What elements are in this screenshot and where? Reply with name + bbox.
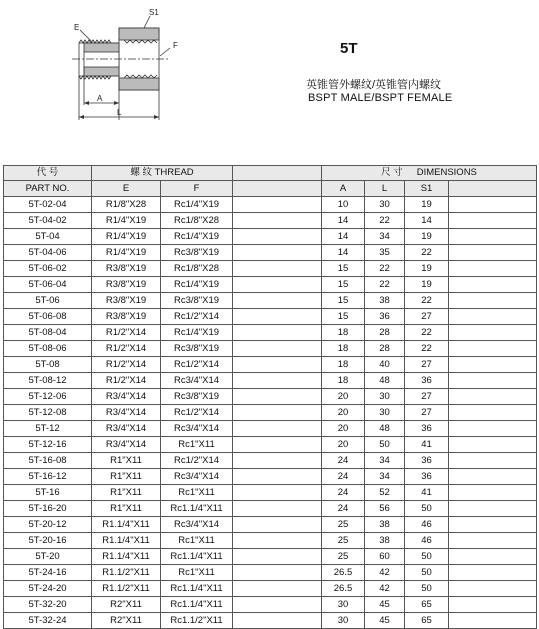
cell-E: R2"X11 — [92, 597, 161, 613]
cell-E: R1"X11 — [92, 501, 161, 517]
cell-F: Rc1.1/4"X11 — [161, 597, 233, 613]
cell-A: 24 — [322, 485, 365, 501]
label-F: F — [173, 41, 178, 50]
empty-cell — [233, 533, 322, 549]
cell-L: 35 — [365, 245, 405, 261]
empty-cell — [449, 325, 537, 341]
table-row — [4, 453, 537, 469]
table-row — [4, 597, 537, 613]
cell-F: Rc1/2"X14 — [161, 309, 233, 325]
cell-S1: 50 — [405, 501, 449, 517]
cell-A: 14 — [322, 229, 365, 245]
cell-part-no: 5T-12-08 — [4, 405, 92, 421]
cell-F: Rc3/8"X19 — [161, 341, 233, 357]
empty-cell — [449, 501, 537, 517]
cell-L: 42 — [365, 581, 405, 597]
cell-A: 18 — [322, 325, 365, 341]
cell-F: Rc1/2"X14 — [161, 405, 233, 421]
header-dimensions — [322, 166, 537, 181]
label-S1: S1 — [149, 8, 159, 17]
cell-E: R3/8"X19 — [92, 277, 161, 293]
empty-cell — [233, 325, 322, 341]
empty-cell — [449, 309, 537, 325]
cell-A: 14 — [322, 245, 365, 261]
table-row — [4, 485, 537, 501]
cell-F: Rc1/2"X14 — [161, 357, 233, 373]
cell-E: R1/2"X14 — [92, 341, 161, 357]
table-row — [4, 517, 537, 533]
table-row — [4, 437, 537, 453]
cell-L: 60 — [365, 549, 405, 565]
header-A: A — [322, 181, 365, 197]
empty-cell — [449, 197, 537, 213]
cell-F: Rc3/4"X14 — [161, 517, 233, 533]
cell-F: Rc3/4"X14 — [161, 469, 233, 485]
table-row — [4, 341, 537, 357]
cell-L: 34 — [365, 469, 405, 485]
cell-part-no: 5T-06-02 — [4, 261, 92, 277]
cell-S1: 19 — [405, 261, 449, 277]
empty-cell — [233, 357, 322, 373]
table-row — [4, 245, 537, 261]
empty-cell — [449, 485, 537, 501]
cell-part-no: 5T-16-12 — [4, 469, 92, 485]
cell-E: R1.1/4"X11 — [92, 549, 161, 565]
header-row-2 — [4, 181, 537, 197]
table-row — [4, 229, 537, 245]
cell-F: Rc1/4"X19 — [161, 277, 233, 293]
table-row — [4, 581, 537, 597]
empty-cell — [233, 245, 322, 261]
table-row — [4, 261, 537, 277]
table-row — [4, 421, 537, 437]
cell-part-no: 5T-32-24 — [4, 613, 92, 629]
empty-cell — [449, 373, 537, 389]
label-L: L — [117, 108, 122, 117]
cell-L: 22 — [365, 261, 405, 277]
cell-L: 45 — [365, 613, 405, 629]
cell-L: 56 — [365, 501, 405, 517]
cell-L: 30 — [365, 389, 405, 405]
cell-A: 30 — [322, 613, 365, 629]
cell-L: 52 — [365, 485, 405, 501]
cell-E: R1/4"X19 — [92, 245, 161, 261]
empty-cell — [233, 389, 322, 405]
cell-S1: 27 — [405, 389, 449, 405]
header-blank — [233, 166, 322, 181]
cell-S1: 46 — [405, 517, 449, 533]
cell-E: R1.1/2"X11 — [92, 565, 161, 581]
cell-A: 20 — [322, 421, 365, 437]
cell-F: Rc1.1/4"X11 — [161, 549, 233, 565]
cell-part-no: 5T-16 — [4, 485, 92, 501]
cell-S1: 14 — [405, 213, 449, 229]
empty-cell — [233, 453, 322, 469]
cell-L: 38 — [365, 517, 405, 533]
cell-S1: 27 — [405, 405, 449, 421]
cell-A: 24 — [322, 453, 365, 469]
cell-S1: 19 — [405, 197, 449, 213]
table-row — [4, 565, 537, 581]
cell-part-no: 5T-08 — [4, 357, 92, 373]
header-blank-3 — [449, 181, 537, 197]
product-title-cn: 英锥管外螺纹/英锥管内螺纹 — [306, 79, 442, 91]
cell-E: R1.1/2"X11 — [92, 581, 161, 597]
product-code: 5T — [340, 40, 358, 57]
cell-part-no: 5T-04-06 — [4, 245, 92, 261]
cell-E: R3/8"X19 — [92, 293, 161, 309]
cell-E: R3/4"X14 — [92, 437, 161, 453]
cell-F: Rc1/4"X19 — [161, 197, 233, 213]
cell-S1: 36 — [405, 469, 449, 485]
cell-A: 24 — [322, 501, 365, 517]
cell-S1: 65 — [405, 613, 449, 629]
cell-part-no: 5T-06 — [4, 293, 92, 309]
empty-cell — [233, 293, 322, 309]
empty-cell — [233, 517, 322, 533]
cell-S1: 46 — [405, 533, 449, 549]
empty-cell — [449, 261, 537, 277]
cell-F: Rc3/8"X19 — [161, 293, 233, 309]
cell-part-no: 5T-16-20 — [4, 501, 92, 517]
cell-A: 30 — [322, 597, 365, 613]
table-row — [4, 277, 537, 293]
cell-F: Rc3/4"X14 — [161, 421, 233, 437]
cell-L: 38 — [365, 533, 405, 549]
cell-S1: 27 — [405, 357, 449, 373]
cell-S1: 36 — [405, 373, 449, 389]
cell-A: 20 — [322, 405, 365, 421]
empty-cell — [233, 501, 322, 517]
empty-cell — [233, 421, 322, 437]
cell-A: 18 — [322, 373, 365, 389]
empty-cell — [449, 453, 537, 469]
cell-S1: 41 — [405, 437, 449, 453]
table-row — [4, 197, 537, 213]
cell-F: Rc1/4"X19 — [161, 229, 233, 245]
header-dim-cn: 尺 寸 — [381, 167, 403, 178]
header-blank-2 — [233, 181, 322, 197]
cell-E: R1"X11 — [92, 453, 161, 469]
empty-cell — [449, 581, 537, 597]
cell-A: 10 — [322, 197, 365, 213]
fitting-drawing — [0, 0, 539, 160]
cell-L: 42 — [365, 565, 405, 581]
cell-L: 48 — [365, 421, 405, 437]
table-row — [4, 533, 537, 549]
table-row — [4, 213, 537, 229]
cell-A: 25 — [322, 517, 365, 533]
label-A: A — [97, 94, 103, 103]
cell-F: Rc1.1/2"X11 — [161, 613, 233, 629]
cell-S1: 36 — [405, 453, 449, 469]
empty-cell — [449, 549, 537, 565]
cell-L: 38 — [365, 293, 405, 309]
empty-cell — [449, 245, 537, 261]
cell-S1: 22 — [405, 293, 449, 309]
cell-L: 28 — [365, 341, 405, 357]
table-row — [4, 373, 537, 389]
table-row — [4, 405, 537, 421]
table-row — [4, 325, 537, 341]
table-row — [4, 549, 537, 565]
cell-A: 26.5 — [322, 581, 365, 597]
empty-cell — [233, 373, 322, 389]
spec-table — [3, 165, 537, 629]
cell-E: R1.1/4"X11 — [92, 533, 161, 549]
header-part-no: PART NO. — [4, 181, 92, 197]
empty-cell — [233, 613, 322, 629]
header-thread — [92, 166, 233, 181]
empty-cell — [449, 229, 537, 245]
cell-L: 22 — [365, 213, 405, 229]
cell-E: R2"X11 — [92, 613, 161, 629]
cell-E: R1/2"X14 — [92, 373, 161, 389]
cell-F: Rc1/8"X28 — [161, 261, 233, 277]
cell-part-no: 5T-24-16 — [4, 565, 92, 581]
cell-A: 26.5 — [322, 565, 365, 581]
label-E: E — [74, 23, 80, 32]
cell-L: 50 — [365, 437, 405, 453]
cell-F: Rc1/8"X28 — [161, 213, 233, 229]
cell-F: Rc1"X11 — [161, 437, 233, 453]
cell-E: R1/4"X19 — [92, 213, 161, 229]
cell-E: R3/8"X19 — [92, 261, 161, 277]
cell-part-no: 5T-12-16 — [4, 437, 92, 453]
empty-cell — [233, 213, 322, 229]
cell-L: 30 — [365, 197, 405, 213]
empty-cell — [233, 405, 322, 421]
empty-cell — [233, 565, 322, 581]
header-thread-en: THREAD — [154, 167, 194, 178]
cell-A: 14 — [322, 213, 365, 229]
cell-E: R3/4"X14 — [92, 389, 161, 405]
cell-part-no: 5T-20-12 — [4, 517, 92, 533]
header-thread-cn: 螺 纹 — [130, 167, 152, 178]
table-row — [4, 501, 537, 517]
table-row — [4, 293, 537, 309]
cell-S1: 27 — [405, 309, 449, 325]
cell-L: 22 — [365, 277, 405, 293]
header-code-cn: 代 号 — [4, 166, 92, 181]
table-row — [4, 613, 537, 629]
cell-F: Rc3/4"X14 — [161, 373, 233, 389]
cell-F: Rc1"X11 — [161, 533, 233, 549]
product-title-en: BSPT MALE/BSPT FEMALE — [308, 92, 453, 104]
cell-A: 18 — [322, 357, 365, 373]
cell-F: Rc1/2"X14 — [161, 453, 233, 469]
cell-S1: 19 — [405, 229, 449, 245]
cell-A: 15 — [322, 277, 365, 293]
cell-A: 25 — [322, 533, 365, 549]
cell-E: R3/4"X14 — [92, 405, 161, 421]
cell-F: Rc1"X11 — [161, 485, 233, 501]
empty-cell — [233, 261, 322, 277]
cell-L: 34 — [365, 229, 405, 245]
header-L: L — [365, 181, 405, 197]
cell-E: R1"X11 — [92, 485, 161, 501]
cell-E: R1.1/4"X11 — [92, 517, 161, 533]
cell-S1: 50 — [405, 581, 449, 597]
empty-cell — [233, 597, 322, 613]
cell-part-no: 5T-02-04 — [4, 197, 92, 213]
cell-A: 15 — [322, 293, 365, 309]
cell-A: 18 — [322, 341, 365, 357]
header-dim-en: DIMENSIONS — [416, 167, 477, 178]
cell-L: 45 — [365, 597, 405, 613]
cell-L: 30 — [365, 405, 405, 421]
empty-cell — [233, 229, 322, 245]
cell-L: 36 — [365, 309, 405, 325]
cell-E: R1/4"X19 — [92, 229, 161, 245]
cell-A: 20 — [322, 389, 365, 405]
cell-part-no: 5T-08-04 — [4, 325, 92, 341]
cell-E: R1"X11 — [92, 469, 161, 485]
empty-cell — [449, 277, 537, 293]
cell-S1: 19 — [405, 277, 449, 293]
cell-S1: 65 — [405, 597, 449, 613]
cell-A: 24 — [322, 469, 365, 485]
cell-L: 34 — [365, 453, 405, 469]
empty-cell — [449, 437, 537, 453]
cell-S1: 22 — [405, 325, 449, 341]
cell-E: R1/2"X14 — [92, 357, 161, 373]
cell-S1: 50 — [405, 549, 449, 565]
header-F: F — [161, 181, 233, 197]
cell-E: R3/8"X19 — [92, 309, 161, 325]
empty-cell — [233, 197, 322, 213]
cell-S1: 36 — [405, 421, 449, 437]
cell-part-no: 5T-24-20 — [4, 581, 92, 597]
empty-cell — [233, 469, 322, 485]
cell-A: 20 — [322, 437, 365, 453]
header-S1: S1 — [405, 181, 449, 197]
header-row-1 — [4, 166, 537, 181]
cell-F: Rc3/8"X19 — [161, 245, 233, 261]
table-row — [4, 309, 537, 325]
empty-cell — [233, 309, 322, 325]
cell-part-no: 5T-04 — [4, 229, 92, 245]
empty-cell — [449, 613, 537, 629]
empty-cell — [449, 533, 537, 549]
cell-part-no: 5T-04-02 — [4, 213, 92, 229]
cell-S1: 41 — [405, 485, 449, 501]
cell-part-no: 5T-16-08 — [4, 453, 92, 469]
cell-L: 40 — [365, 357, 405, 373]
cell-A: 15 — [322, 261, 365, 277]
cell-F: Rc3/8"X19 — [161, 389, 233, 405]
empty-cell — [233, 581, 322, 597]
cell-F: Rc1.1/4"X11 — [161, 501, 233, 517]
table-row — [4, 469, 537, 485]
empty-cell — [449, 469, 537, 485]
cell-E: R1/2"X14 — [92, 325, 161, 341]
cell-E: R1/8"X28 — [92, 197, 161, 213]
cell-part-no: 5T-32-20 — [4, 597, 92, 613]
cell-part-no: 5T-08-12 — [4, 373, 92, 389]
cell-S1: 22 — [405, 341, 449, 357]
table-row — [4, 357, 537, 373]
empty-cell — [233, 277, 322, 293]
cell-L: 48 — [365, 373, 405, 389]
cell-part-no: 5T-12-06 — [4, 389, 92, 405]
empty-cell — [449, 213, 537, 229]
cell-part-no: 5T-08-06 — [4, 341, 92, 357]
cell-F: Rc1.1/4"X11 — [161, 581, 233, 597]
cell-F: Rc1"X11 — [161, 565, 233, 581]
empty-cell — [233, 341, 322, 357]
empty-cell — [449, 565, 537, 581]
empty-cell — [449, 341, 537, 357]
empty-cell — [449, 389, 537, 405]
cell-A: 25 — [322, 549, 365, 565]
table-row — [4, 389, 537, 405]
cell-A: 15 — [322, 309, 365, 325]
cell-S1: 22 — [405, 245, 449, 261]
empty-cell — [233, 485, 322, 501]
cell-part-no: 5T-20 — [4, 549, 92, 565]
empty-cell — [449, 421, 537, 437]
cell-part-no: 5T-06-08 — [4, 309, 92, 325]
empty-cell — [233, 549, 322, 565]
cell-F: Rc1/4"X19 — [161, 325, 233, 341]
empty-cell — [449, 293, 537, 309]
empty-cell — [449, 357, 537, 373]
cell-part-no: 5T-20-16 — [4, 533, 92, 549]
empty-cell — [449, 405, 537, 421]
header-E: E — [92, 181, 161, 197]
empty-cell — [449, 597, 537, 613]
cell-E: R3/4"X14 — [92, 421, 161, 437]
cell-L: 28 — [365, 325, 405, 341]
cell-part-no: 5T-06-04 — [4, 277, 92, 293]
empty-cell — [233, 437, 322, 453]
cell-S1: 50 — [405, 565, 449, 581]
empty-cell — [449, 517, 537, 533]
cell-part-no: 5T-12 — [4, 421, 92, 437]
